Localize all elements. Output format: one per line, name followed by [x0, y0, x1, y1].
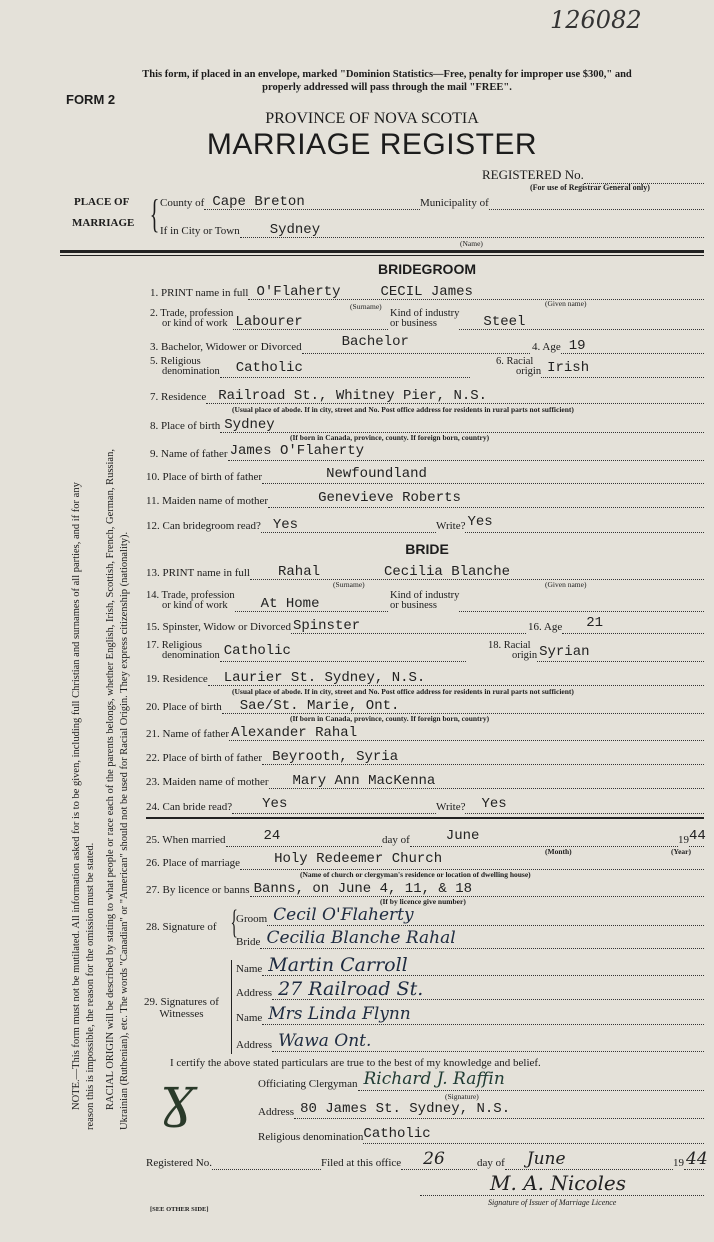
county-field[interactable]	[160, 192, 420, 210]
bride-trade: At Home	[260, 596, 320, 612]
section-bride: BRIDE	[405, 541, 449, 557]
bride-racial-field[interactable]	[488, 640, 704, 662]
groom-industry: Steel	[483, 314, 526, 330]
label: 8. Place of birth	[150, 420, 221, 432]
label: 18. Racial origin	[488, 640, 538, 661]
note: (If born in Canada, province, county. If foreign born, country)	[290, 714, 490, 723]
bride-read: Yes	[262, 796, 288, 812]
clergyman-address-field[interactable]	[258, 1101, 704, 1119]
groom-father: James O'Flaherty	[229, 443, 364, 459]
married-year-field[interactable]	[678, 829, 704, 847]
bracket	[231, 960, 232, 1054]
label: 2. Trade, profession or kind of work	[150, 308, 234, 329]
label: 19	[678, 834, 689, 846]
label: 26. Place of marriage	[146, 857, 241, 869]
groom-write-field[interactable]	[436, 515, 704, 533]
groom-write: Yes	[467, 514, 493, 530]
married-month: June	[445, 828, 480, 844]
label: 15. Spinster, Widow or Divorced	[146, 621, 291, 633]
filed-year: 44	[686, 1149, 708, 1169]
groom-mother: Genevieve Roberts	[318, 490, 461, 506]
label: Kind of industry or business	[390, 308, 460, 329]
bride-racial: Syrian	[539, 644, 590, 660]
groom-racial: Irish	[547, 360, 590, 376]
initials-mark: Ɣ	[160, 1077, 196, 1135]
bride-religion-field[interactable]	[146, 640, 466, 662]
form-label: FORM 2	[66, 92, 116, 107]
groom-residence-field[interactable]	[150, 386, 704, 404]
label: Kind of industry or business	[390, 590, 460, 611]
label: 11. Maiden name of mother	[146, 495, 269, 507]
registered-no-bottom-field[interactable]	[146, 1152, 321, 1170]
county-value: Cape Breton	[212, 194, 305, 210]
note: (Month)	[545, 847, 572, 856]
label: 6. Racial origin	[496, 356, 542, 377]
bride-signature-field[interactable]	[236, 928, 704, 949]
section-bridegroom: BRIDEGROOM	[378, 261, 476, 277]
label: Witnesses	[159, 1008, 204, 1020]
label: 14. Trade, profession or kind of work	[146, 590, 235, 611]
note: (Given name)	[545, 580, 587, 589]
bride-surname: Rahal	[277, 564, 320, 580]
note: (Surname)	[350, 302, 382, 311]
groom-name-field[interactable]	[150, 282, 704, 300]
mail-note	[60, 68, 714, 94]
divider	[146, 817, 704, 819]
groom-religion-field[interactable]	[150, 356, 470, 378]
groom-trade-field[interactable]	[150, 308, 388, 330]
witness2-address-field[interactable]	[236, 1031, 704, 1052]
label: 7. Residence	[150, 391, 207, 403]
note: Signature of Issuer of Marriage Licence	[488, 1198, 617, 1207]
bride-read-field[interactable]	[146, 796, 436, 814]
label: Registered No.	[146, 1157, 212, 1169]
married-month-field[interactable]	[382, 829, 678, 847]
label: Write?	[436, 520, 466, 532]
note: (Year)	[671, 847, 691, 856]
label: Name	[236, 1012, 263, 1024]
label: 10. Place of birth of father	[146, 471, 263, 483]
groom-father-field[interactable]	[150, 443, 704, 461]
registrar-note: (For use of Registrar General only)	[530, 183, 650, 192]
label: Name	[236, 963, 263, 975]
label: Municipality of	[420, 197, 489, 209]
groom-read: Yes	[272, 517, 299, 533]
bride-given: Cecilia Blanche	[383, 564, 511, 580]
city-value: Sydney	[269, 222, 321, 238]
label: 29. Signatures of	[144, 996, 219, 1008]
registered-no-field[interactable]	[482, 166, 704, 184]
label: 22. Place of birth of father	[146, 752, 263, 764]
bride-status-field[interactable]	[146, 616, 526, 634]
note: (Usual place of abode. If in city, street and No. Post office address for residents in rural parts not sufficient)	[232, 687, 574, 696]
certification-text: I certify the above stated particulars are true to the best of my knowledge and belief.	[170, 1057, 541, 1069]
issuer-signature: M. A. Nicoles	[490, 1171, 626, 1195]
label: 21. Name of father	[146, 728, 230, 740]
groom-father-birth-field[interactable]	[146, 466, 704, 484]
label: Write?	[436, 801, 466, 813]
marriage-place: Holy Redeemer Church	[274, 851, 443, 867]
filed-day-field[interactable]	[321, 1149, 477, 1170]
label: 19	[673, 1157, 684, 1169]
label: County of	[160, 197, 205, 209]
label: 13. PRINT name in full	[146, 567, 250, 579]
bride-birthplace-field[interactable]	[146, 696, 704, 714]
label: If in City or Town	[160, 225, 240, 237]
groom-given: CECIL James	[380, 284, 473, 300]
label: 17. Religious denomination	[146, 640, 220, 661]
file-number: 126082	[550, 6, 642, 34]
bride-write-field[interactable]	[436, 796, 704, 814]
side-note-line: RACIAL ORIGIN will be described by stating to what people or race each of the parents belongs, whether English, Irish, Scottish, French, German, Russian,	[105, 449, 116, 1110]
witness1-address: 27 Railroad St.	[278, 978, 424, 1000]
bride-write: Yes	[481, 796, 507, 812]
filed-month: June	[526, 1149, 566, 1169]
brace: {	[230, 904, 238, 941]
groom-industry-field[interactable]	[390, 308, 704, 330]
note: (Surname)	[333, 580, 365, 589]
groom-birthplace: Sydney	[224, 417, 275, 433]
label: 28. Signature of	[146, 921, 217, 933]
clergyman-denomination: Catholic	[363, 1126, 431, 1142]
label: 27. By licence or banns	[146, 884, 250, 896]
groom-signature: Cecil O'Flaherty	[273, 905, 414, 925]
witness1-name: Martin Carroll	[268, 954, 408, 976]
name-note: (Name)	[460, 239, 483, 248]
bride-status: Spinster	[292, 618, 361, 634]
issuer-signature-line[interactable]	[420, 1194, 704, 1196]
note: (Name of church or clergyman's residence or location of dwelling house)	[300, 870, 531, 879]
married-year: 44	[689, 828, 706, 844]
label: Address	[258, 1106, 295, 1118]
note: (If born in Canada, province, county. If foreign born, country)	[290, 433, 490, 442]
label: 23. Maiden name of mother	[146, 776, 269, 788]
clergyman-signature-field[interactable]	[258, 1069, 704, 1091]
groom-mother-field[interactable]	[146, 490, 704, 508]
note: (Signature)	[445, 1092, 479, 1101]
see-other-side: [SEE OTHER SIDE]	[150, 1206, 209, 1213]
place-label: MARRIAGE	[72, 217, 135, 229]
groom-age: 19	[568, 338, 586, 354]
label: 12. Can bridegroom read?	[146, 520, 261, 532]
clergyman-signature: Richard J. Raffin	[363, 1069, 505, 1089]
city-field[interactable]	[160, 220, 704, 238]
mail-note-line: properly addressed will pass through the mail "FREE".	[262, 82, 512, 93]
note: (Given name)	[545, 299, 587, 308]
bride-name-field[interactable]	[146, 562, 704, 580]
bride-industry-field[interactable]	[390, 590, 704, 612]
filed-day: 26	[423, 1149, 445, 1169]
label: 9. Name of father	[150, 448, 228, 460]
label: 24. Can bride read?	[146, 801, 233, 813]
note: (If by licence give number)	[380, 897, 466, 906]
married-day-field[interactable]	[146, 829, 382, 847]
witness1-name-field[interactable]	[236, 954, 704, 976]
label: 16. Age	[528, 621, 563, 633]
filed-month-field[interactable]	[477, 1149, 673, 1170]
label: REGISTERED No.	[482, 167, 584, 182]
label: Bride	[236, 936, 261, 948]
side-note-line: NOTE.—This form must not be mutilated. All information asked for is to be given, including full Christian and surnames of all parties, and if for any	[71, 482, 82, 1110]
label: Officiating Clergyman	[258, 1078, 358, 1090]
clergyman-address: 80 James St. Sydney, N.S.	[300, 1101, 511, 1117]
marriage-place-field[interactable]	[146, 852, 704, 870]
label: Address	[236, 987, 273, 999]
bride-age: 21	[586, 615, 604, 631]
mail-note-line: This form, if placed in an envelope, marked "Dominion Statistics—Free, penalty for improper use $300," and	[142, 69, 632, 80]
bride-father-field[interactable]	[146, 723, 704, 741]
bride-birthplace: Sae/St. Marie, Ont.	[239, 698, 400, 714]
groom-religion: Catholic	[235, 360, 303, 376]
married-day: 24	[263, 828, 281, 844]
groom-surname: O'Flaherty	[256, 284, 341, 300]
filed-year-field[interactable]	[673, 1149, 708, 1170]
bride-residence: Laurier St. Sydney, N.S.	[223, 670, 426, 686]
label: 20. Place of birth	[146, 701, 222, 713]
groom-status: Bachelor	[341, 334, 409, 350]
note: (Usual place of abode. If in city, street and No. Post office address for residents in rural parts not sufficient)	[232, 405, 574, 414]
side-note-line: reason this is impossible, the reason for the omission must be stated.	[85, 842, 96, 1130]
bride-mother: Mary Ann MacKenna	[292, 773, 436, 789]
place-label: PLACE OF	[74, 196, 130, 208]
label: 3. Bachelor, Widower or Divorced	[150, 341, 302, 353]
bride-father: Alexander Rahal	[231, 725, 358, 741]
label: Address	[236, 1039, 273, 1051]
clergyman-denomination-field[interactable]	[258, 1126, 704, 1144]
province: PROVINCE OF NOVA SCOTIA	[265, 110, 479, 127]
divider	[60, 250, 704, 256]
label: 5. Religious denomination	[150, 356, 220, 377]
witness2-name: Mrs Linda Flynn	[268, 1004, 411, 1024]
groom-residence: Railroad St., Whitney Pier, N.S.	[218, 388, 488, 404]
label: 25. When married	[146, 834, 226, 846]
label: 1. PRINT name in full	[150, 287, 249, 299]
bride-father-birth: Beyrooth, Syria	[272, 749, 399, 765]
banns-field[interactable]	[146, 879, 704, 897]
witness1-address-field[interactable]	[236, 978, 704, 1000]
brace: {	[149, 191, 160, 236]
groom-signature-field[interactable]	[236, 905, 704, 926]
groom-racial-field[interactable]	[496, 356, 704, 378]
bride-mother-field[interactable]	[146, 771, 704, 789]
label: Filed at this office	[321, 1157, 402, 1169]
label: day of	[477, 1157, 505, 1169]
label: Groom	[236, 913, 268, 925]
bride-religion: Catholic	[223, 643, 291, 659]
side-note	[70, 340, 132, 1130]
bride-father-birth-field[interactable]	[146, 747, 704, 765]
groom-age-field[interactable]	[532, 336, 704, 354]
bride-residence-field[interactable]	[146, 668, 704, 686]
bride-signature: Cecilia Blanche Rahal	[266, 928, 456, 948]
bride-trade-field[interactable]	[146, 590, 388, 612]
label: Religious denomination	[258, 1131, 364, 1143]
witness2-name-field[interactable]	[236, 1004, 704, 1025]
label: 4. Age	[532, 341, 561, 353]
groom-read-field[interactable]	[146, 515, 436, 533]
groom-birthplace-field[interactable]	[150, 415, 704, 433]
groom-status-field[interactable]	[150, 336, 530, 354]
municipality-field[interactable]	[420, 192, 704, 210]
label: 19. Residence	[146, 673, 208, 685]
side-note-line: Ukrainian (Ruthenian), etc. The words "Canadian" or "American" should not be used for Racial Origin. They express citizenship (nationality).	[119, 531, 130, 1130]
bride-age-field[interactable]	[528, 616, 704, 634]
witnesses-label	[144, 996, 219, 1020]
page-title: MARRIAGE REGISTER	[206, 128, 538, 161]
label: day of	[382, 834, 410, 846]
witness2-address: Wawa Ont.	[278, 1031, 372, 1051]
groom-father-birth: Newfoundland	[326, 466, 427, 482]
banns-value: Banns, on June 4, 11, & 18	[253, 881, 472, 897]
groom-trade: Labourer	[235, 314, 303, 330]
